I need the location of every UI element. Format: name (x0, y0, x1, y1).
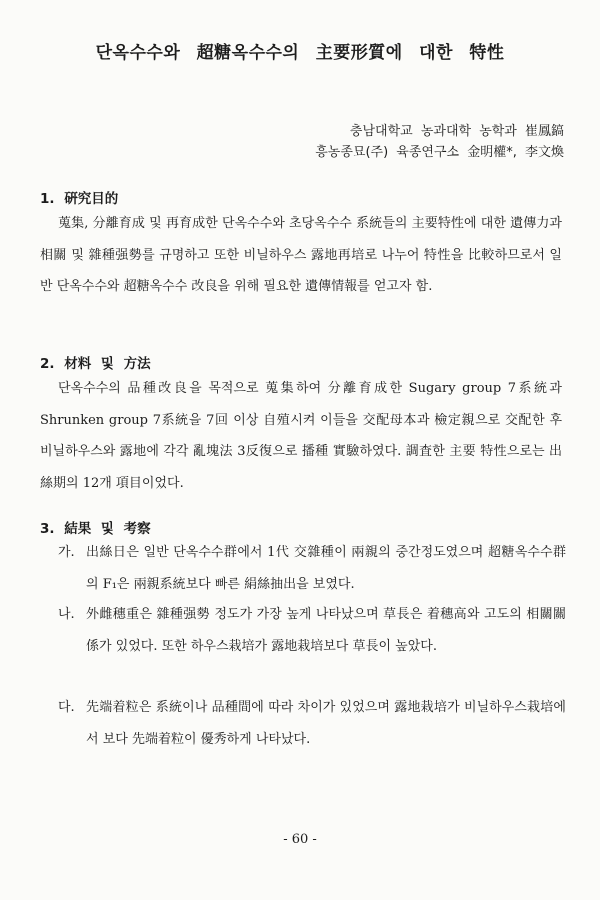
page-number: - 60 - (283, 832, 317, 847)
result-item-text: 外雌穗重은 雜種强勢 정도가 가장 높게 나타났으며 草長은 着穗高와 고도의 相關關係가 있었다. 또한 하우스栽培가 露地栽培보다 草長이 높았다. (86, 607, 566, 654)
affiliation-line: 충남대학교 농과대학 농학과 崔鳳鎬 (349, 124, 564, 139)
result-item-marker: 가. (58, 545, 75, 560)
result-item (58, 692, 566, 755)
section-heading-results: 3. 結果 및 考察 (40, 521, 151, 537)
section-heading-methods: 2. 材料 및 方法 (40, 356, 151, 372)
affiliation-line: 흥농종묘(주) 육종연구소 金明權*, 李文煥 (315, 145, 564, 160)
section-paragraph-methods: 단옥수수의 品種改良을 목적으로 蒐集하여 分離育成한 Sugary group 7系統과 Shrunken group 7系統을 7回 이상 自殖시켜 이들을 交配母本과 檢定親으로 交配한 후 비닐하우스와 露地에 각각 亂塊法 3反復으로 播種 實驗하였다. 調査한 主要 特性으로는 出絲期의 12개 項目이었다. (40, 381, 562, 491)
result-item-marker: 나. (58, 607, 75, 622)
paper-title: 단옥수수와 超糖옥수수의 主要形質에 대한 特性 (95, 43, 505, 63)
result-item-text: 先端着粒은 系統이나 品種間에 따라 차이가 있었으며 露地栽培가 비닐하우스栽培에서 보다 先端着粒이 優秀하게 나타났다. (86, 700, 566, 747)
result-item-text: 出絲日은 일반 단옥수수群에서 1代 交雜種이 兩親의 중간정도였으며 超糖옥수수群의 F₁은 兩親系統보다 빠른 絹絲抽出을 보였다. (86, 545, 566, 592)
result-item-marker: 다. (58, 700, 75, 715)
section-heading-objective: 1. 硏究目的 (40, 191, 119, 207)
result-item (58, 537, 566, 600)
section-paragraph-objective: 蒐集, 分離育成 및 再育成한 단옥수수와 초당옥수수 系統들의 主要特性에 대한 遺傳力과 相關 및 雜種强勢를 규명하고 또한 비닐하우스 露地再培로 나누어 特性을 比較하므로서 일반 단옥수수와 超糖옥수수 改良을 위해 필요한 遺傳情報를 얻고자 함. (40, 216, 562, 294)
result-item (58, 599, 566, 662)
